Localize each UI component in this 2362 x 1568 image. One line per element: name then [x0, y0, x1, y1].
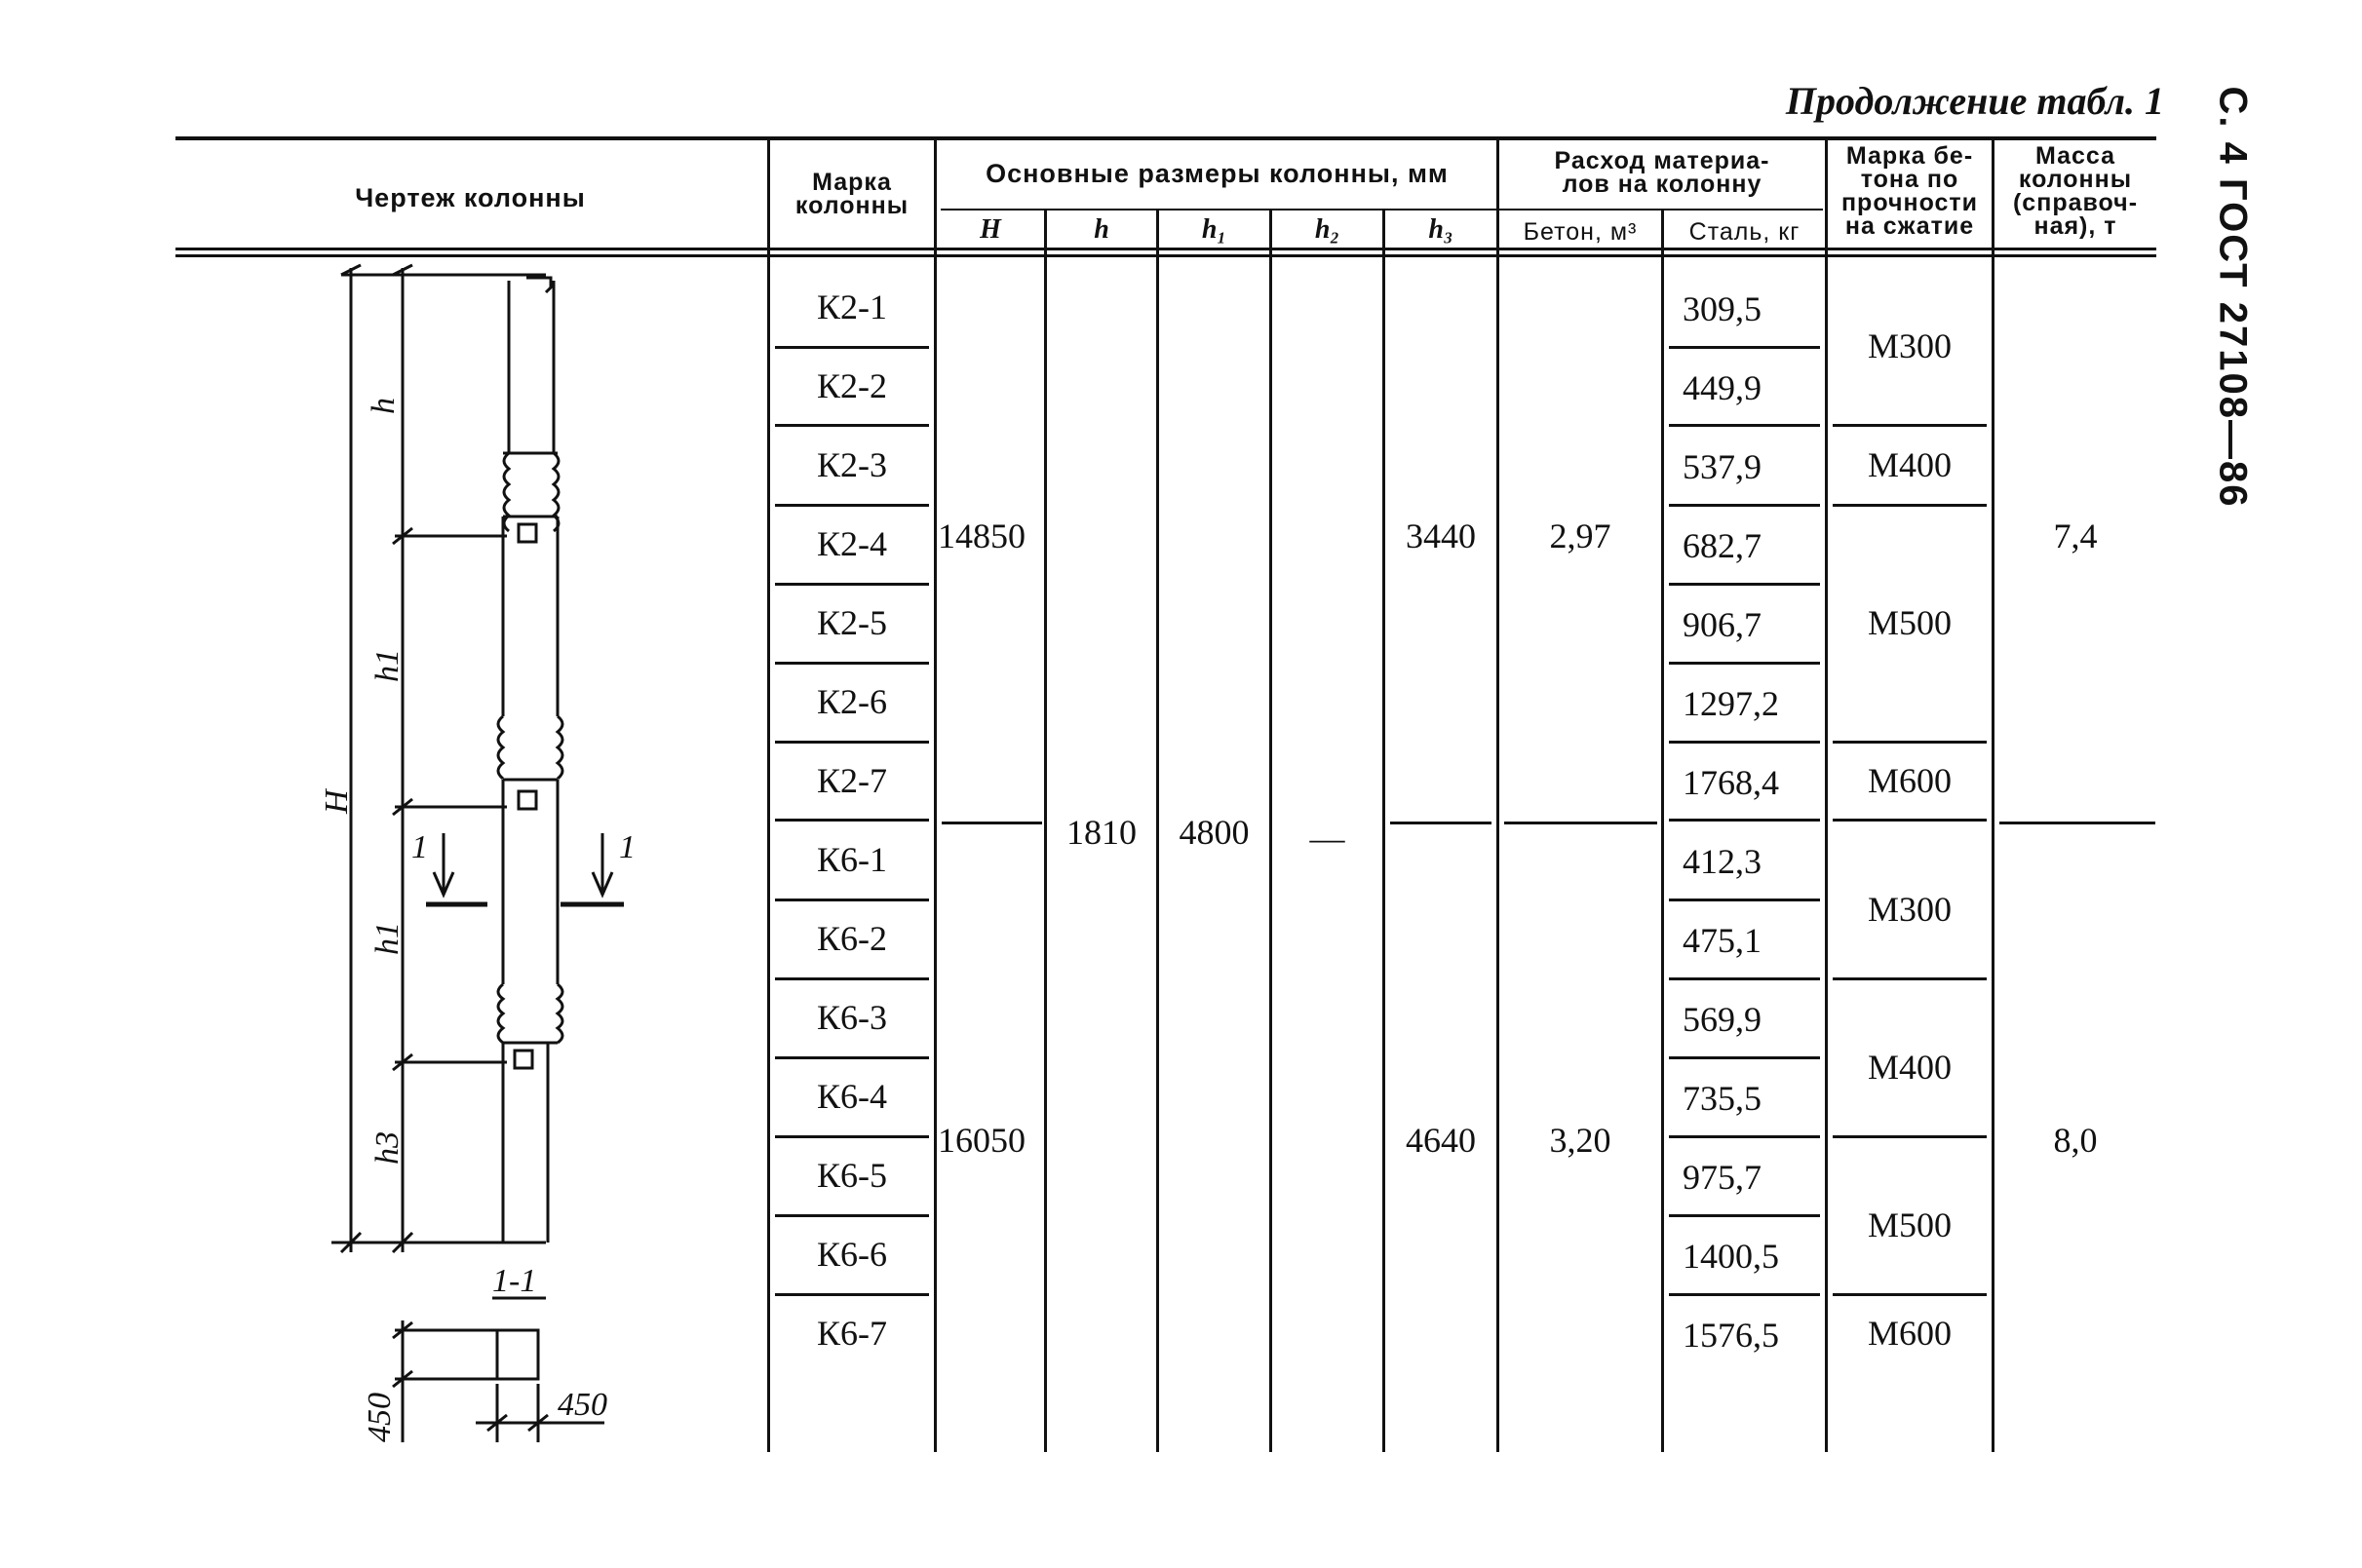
mark-cell: К6-5	[817, 1156, 887, 1195]
steel-cell: 309,5	[1683, 289, 1762, 328]
steel-cell: 475,1	[1683, 921, 1762, 960]
mass-group1: 7,4	[2053, 516, 2098, 555]
grade-cell: М300	[1867, 890, 1952, 929]
steel-cell: 682,7	[1683, 526, 1762, 565]
subheader-H: H	[980, 214, 1001, 245]
h3-group1: 3440	[1406, 516, 1476, 555]
steel-cell: 1297,2	[1683, 684, 1779, 723]
steel-cell: 906,7	[1683, 605, 1762, 644]
h1-common: 4800	[1179, 813, 1250, 852]
mark-cell: К2-5	[817, 603, 887, 642]
beton-group1: 2,97	[1549, 516, 1611, 555]
label-h1-lower: h1	[369, 922, 406, 955]
steel-cell: 1576,5	[1683, 1316, 1779, 1355]
steel-cell: 1768,4	[1683, 763, 1779, 802]
mark-cell: К6-2	[817, 919, 887, 958]
steel-cell: 412,3	[1683, 842, 1762, 881]
grade-cell: М400	[1867, 1048, 1952, 1087]
section-dim-width: 450	[558, 1387, 607, 1423]
h2-common: —	[1309, 819, 1345, 858]
standard-side-label: С. 4 ГОСТ 27108—86	[2211, 86, 2255, 509]
section-mark-left: 1	[411, 829, 428, 865]
steel-cell: 735,5	[1683, 1079, 1762, 1118]
mark-cell: К6-3	[817, 998, 887, 1037]
grade-cell: М600	[1867, 1314, 1952, 1353]
mark-cell: К6-6	[817, 1235, 887, 1274]
grade-cell: М400	[1867, 445, 1952, 484]
subheader-h2: h₂	[1314, 214, 1340, 245]
subheader-h1: h₁	[1201, 214, 1227, 245]
mark-cell: К6-4	[817, 1077, 887, 1116]
grade-cell: М600	[1867, 761, 1952, 800]
steel-cell: 449,9	[1683, 368, 1762, 407]
h3-group2: 4640	[1406, 1121, 1476, 1160]
header-drawing: Чертеж колонны	[355, 183, 586, 212]
header-mass: Масса колонны (справоч- ная), т	[2012, 142, 2139, 240]
steel-cell: 975,7	[1683, 1158, 1762, 1197]
mark-cell: К2-4	[817, 524, 887, 563]
steel-cell: 1400,5	[1683, 1237, 1779, 1276]
mark-cell: К2-2	[817, 366, 887, 405]
header-materials: Расход материа- лов на колонну	[1554, 147, 1770, 198]
label-h: h	[366, 398, 402, 414]
label-H: H	[319, 789, 355, 814]
mark-cell: К2-3	[817, 445, 887, 484]
section-mark-right: 1	[619, 829, 636, 865]
mark-cell: К6-1	[817, 840, 887, 879]
H-group2: 16050	[938, 1121, 1026, 1160]
section-title: 1-1	[492, 1263, 537, 1299]
mark-cell: К2-1	[817, 287, 887, 326]
mark-cell: К2-6	[817, 682, 887, 721]
beton-group2: 3,20	[1549, 1121, 1611, 1160]
h-common: 1810	[1066, 813, 1137, 852]
header-mark: Марка колонны	[794, 169, 910, 219]
header-grade: Марка бе- тона по прочности на сжатие	[1840, 142, 1979, 240]
steel-cell: 537,9	[1683, 447, 1762, 486]
subheader-h3: h₃	[1428, 214, 1453, 245]
grade-cell: М500	[1867, 1205, 1952, 1244]
subheader-h: h	[1094, 214, 1109, 245]
mark-cell: К2-7	[817, 761, 887, 800]
steel-cell: 569,9	[1683, 1000, 1762, 1039]
section-dim-height: 450	[362, 1393, 398, 1442]
grade-cell: М500	[1867, 603, 1952, 642]
mass-group2: 8,0	[2053, 1121, 2098, 1160]
table-caption: Продолжение табл. 1	[1785, 79, 2164, 123]
grade-cell: М300	[1867, 326, 1952, 365]
H-group1: 14850	[938, 516, 1026, 555]
label-h1-upper: h1	[369, 649, 406, 682]
header-dims: Основные размеры колонны, мм	[986, 159, 1449, 188]
subheader-steel: Сталь, кг	[1688, 218, 1801, 246]
subheader-beton: Бетон, м³	[1523, 218, 1638, 246]
mark-cell: К6-7	[817, 1314, 887, 1353]
label-h3: h3	[369, 1131, 406, 1165]
